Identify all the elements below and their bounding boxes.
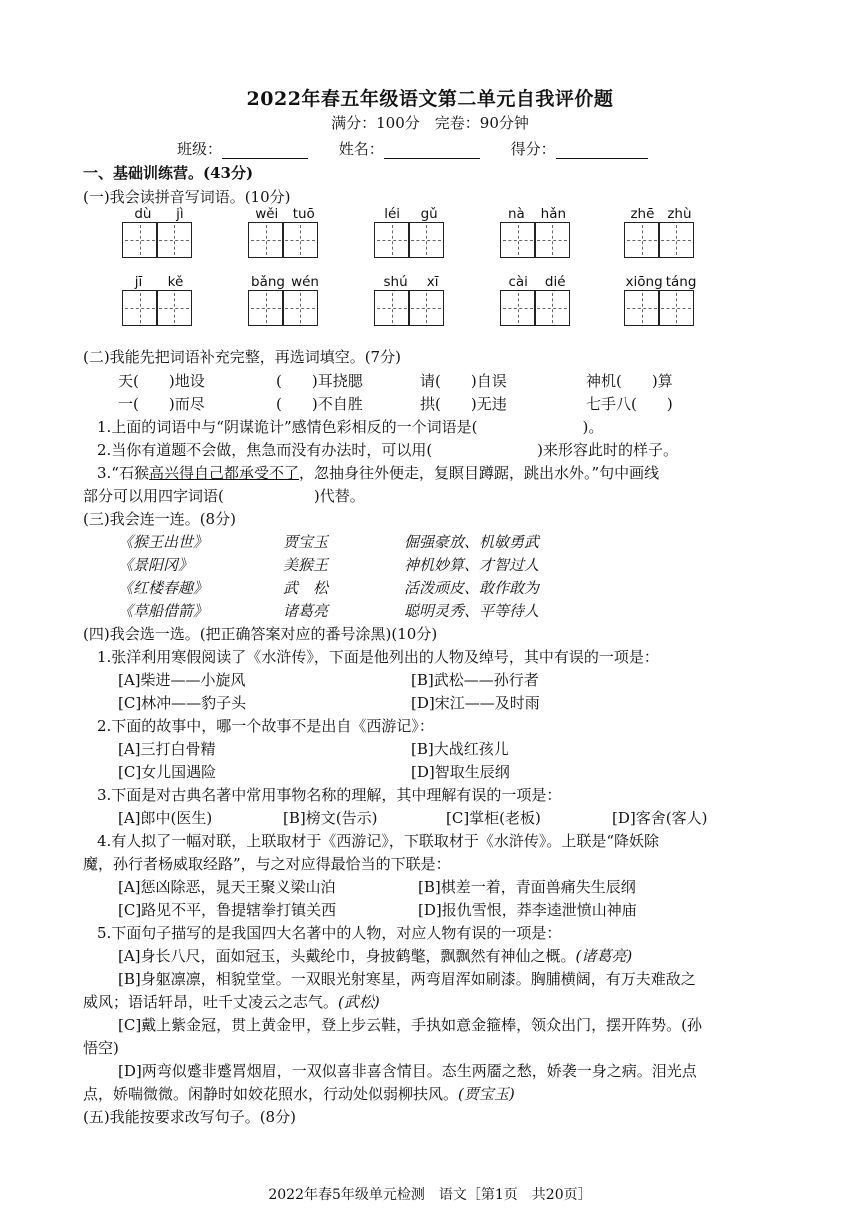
- match-title-2: 《景阳冈》: [118, 556, 194, 574]
- q4-item-1-c[interactable]: [C]林冲——豹子头: [118, 694, 247, 712]
- q2-sentence-3-cont: 部分可以用四字词语( )代替。: [83, 487, 365, 505]
- writing-box[interactable]: [658, 290, 694, 326]
- pinyin-label: wěi tuō: [255, 206, 315, 222]
- q4-item-5-c-cont: 悟空): [83, 1039, 119, 1057]
- section-1-heading: 一、基础训练营。(43分): [83, 164, 254, 182]
- q4-item-3-d[interactable]: [D]客舍(客人): [612, 809, 708, 827]
- writing-box[interactable]: [122, 290, 158, 326]
- q4-item-4-c[interactable]: [C]路见不平，鲁提辖拳打镇关西: [118, 901, 337, 919]
- q4-item-5-b-cont: 威风；语话轩昂，吐千丈凌云之志气。(武松): [83, 993, 380, 1011]
- student-info: [177, 138, 648, 159]
- match-title-1: 《猴王出世》: [118, 533, 209, 551]
- row1-group-2: [248, 206, 322, 258]
- q4-item-5-a[interactable]: [A]身长八尺，面如冠玉，头戴纶巾，身披鹤氅，飘飘然有神仙之概。(诸葛亮): [118, 947, 633, 965]
- pinyin-label: nà hǎn: [507, 206, 567, 222]
- q1-heading: (一)我会读拼音写词语。(10分): [83, 188, 291, 206]
- page-footer: 2022年春5年级单元检测 语文［第1页 共20页］: [268, 1187, 592, 1203]
- underlined-phrase: 高兴得自己都承受不了: [148, 464, 299, 482]
- pinyin-label: bǎng wén: [251, 274, 319, 290]
- pinyin-label: shú xī: [383, 274, 439, 290]
- q2-heading: (二)我能先把词语补充完整，再选词填空。(7分): [83, 348, 401, 366]
- writing-box[interactable]: [374, 222, 410, 258]
- score-blank[interactable]: [556, 142, 648, 159]
- writing-box[interactable]: [408, 222, 444, 258]
- q4-item-3-c[interactable]: [C]掌柜(老板): [446, 809, 541, 827]
- q4-item-3-b[interactable]: [B]榜文(告示): [283, 809, 378, 827]
- pinyin-label: léi gǔ: [384, 206, 438, 222]
- q4-item-2-b[interactable]: [B]大战红孩儿: [411, 740, 509, 758]
- match-char-4: 诸葛亮: [283, 602, 329, 620]
- name-label: 姓名：: [338, 140, 384, 158]
- q4-item-4-d[interactable]: [D]报仇雪恨，莽李逵泄愤山神庙: [418, 901, 637, 919]
- match-char-2: 美猴王: [283, 556, 329, 574]
- exam-subtitle: 满分：100分 完卷：90分钟: [331, 114, 529, 132]
- q2-sentence-1: 1.上面的词语中与“阴谋诡计”感情色彩相反的一个词语是( )。: [97, 418, 604, 436]
- q4-item-2-d[interactable]: [D]智取生辰纲: [411, 763, 510, 781]
- match-title-4: 《草船借箭》: [118, 602, 209, 620]
- row1-group-3: [374, 206, 448, 258]
- match-trait-1: 倔强豪放、机敏勇武: [404, 533, 540, 551]
- writing-box[interactable]: [624, 222, 660, 258]
- idiom-6: ( )不自胜: [276, 395, 363, 413]
- q4-item-5-stem: 5.下面句子描写的是我国四大名著中的人物，对应人物有误的一项是：: [97, 924, 562, 942]
- row2-group-3: [374, 274, 448, 326]
- writing-box[interactable]: [534, 222, 570, 258]
- q4-item-4-a[interactable]: [A]惩凶除恶，晁天王聚义梁山泊: [118, 878, 336, 896]
- q4-item-2-c[interactable]: [C]女儿国遇险: [118, 763, 217, 781]
- class-label: 班级：: [177, 140, 223, 158]
- writing-box[interactable]: [500, 222, 536, 258]
- q4-item-4-b[interactable]: [B]棋差一着，青面兽痛失生辰纲: [418, 878, 636, 896]
- row1-group-1: [122, 206, 196, 258]
- q5-heading: (五)我能按要求改写句子。(8分): [83, 1108, 296, 1126]
- q2-sentence-3: 3.“石猴高兴得自己都承受不了，忽抽身往外便走，复瞑目蹲踞，跳出水外。”句中画线: [97, 464, 660, 482]
- q3-heading: (三)我会连一连。(8分): [83, 510, 236, 528]
- row1-group-5: [624, 206, 698, 258]
- idiom-3: 请( )自误: [420, 372, 507, 390]
- q4-item-4-stem: 4.有人拟了一幅对联，上联取材于《西游记》，下联取材于《水浒传》。上联是“降妖除: [97, 832, 659, 850]
- idiom-1: 天( )地设: [118, 372, 205, 390]
- writing-box[interactable]: [408, 290, 444, 326]
- pinyin-label: zhē zhù: [630, 206, 692, 222]
- row2-group-4: [500, 274, 574, 326]
- pinyin-label: dù jì: [134, 206, 184, 222]
- score-label: 得分：: [510, 140, 556, 158]
- writing-box[interactable]: [500, 290, 536, 326]
- q4-item-1-b[interactable]: [B]武松——孙行者: [411, 671, 539, 689]
- writing-box[interactable]: [534, 290, 570, 326]
- writing-box[interactable]: [658, 222, 694, 258]
- pinyin-label: jī kě: [134, 274, 184, 290]
- row2-group-2: [248, 274, 322, 326]
- writing-box[interactable]: [122, 222, 158, 258]
- writing-box[interactable]: [156, 290, 192, 326]
- q4-item-3-stem: 3.下面是对古典名著中常用事物名称的理解，其中理解有误的一项是：: [97, 786, 562, 804]
- writing-box[interactable]: [374, 290, 410, 326]
- writing-box[interactable]: [248, 290, 284, 326]
- name-blank[interactable]: [384, 142, 480, 159]
- row1-group-4: [500, 206, 574, 258]
- q4-item-2-a[interactable]: [A]三打白骨精: [118, 740, 216, 758]
- idiom-4: 神机( )算: [586, 372, 673, 390]
- writing-box[interactable]: [248, 222, 284, 258]
- row2-group-1: [122, 274, 196, 326]
- writing-box[interactable]: [624, 290, 660, 326]
- page-title: 2022年春五年级语文第二单元自我评价题: [246, 88, 614, 110]
- match-trait-3: 活泼顽皮、敢作敢为: [404, 579, 540, 597]
- q4-item-5-d[interactable]: [D]两弯似蹙非蹙罥烟眉，一双似喜非喜含情目。态生两靥之愁，娇袭一身之病。泪光点: [118, 1062, 697, 1080]
- q4-item-5-d-cont: 点，娇喘微微。闲静时如姣花照水，行动处似弱柳扶风。(贾宝玉): [83, 1085, 515, 1103]
- q4-item-1-d[interactable]: [D]宋江——及时雨: [411, 694, 540, 712]
- q4-item-4-stem-cont: 魔，孙行者杨威取经路”，与之对应得最恰当的下联是：: [83, 855, 451, 873]
- match-title-3: 《红楼春趣》: [118, 579, 209, 597]
- q2-sentence-2: 2.当你有道题不会做，焦急而没有办法时，可以用( )来形容此时的样子。: [97, 441, 679, 459]
- match-char-3: 武 松: [283, 579, 329, 597]
- writing-box[interactable]: [282, 290, 318, 326]
- idiom-5: 一( )而尽: [118, 395, 205, 413]
- q4-item-5-b[interactable]: [B]身躯凛凛，相貌堂堂。一双眼光射寒星，两弯眉浑如刷漆。胸脯横阔，有万夫难敌之: [118, 970, 696, 988]
- pinyin-label: cài dié: [508, 274, 566, 290]
- q4-item-3-a[interactable]: [A]郎中(医生): [118, 809, 213, 827]
- q4-item-1-stem: 1.张洋利用寒假阅读了《水浒传》，下面是他列出的人物及绰号，其中有误的一项是：: [97, 648, 659, 666]
- q4-item-2-stem: 2.下面的故事中，哪一个故事不是出自《西游记》：: [97, 717, 434, 735]
- match-trait-2: 神机妙算、才智过人: [404, 556, 540, 574]
- writing-box[interactable]: [156, 222, 192, 258]
- writing-box[interactable]: [282, 222, 318, 258]
- row2-group-5: [624, 274, 698, 326]
- pinyin-label: xiōng táng: [625, 274, 697, 290]
- match-trait-4: 聪明灵秀、平等待人: [404, 602, 540, 620]
- class-blank[interactable]: [222, 142, 308, 159]
- match-char-1: 贾宝玉: [283, 533, 329, 551]
- q4-item-5-c[interactable]: [C]戴上紫金冠，贯上黄金甲，登上步云鞋，手执如意金箍棒，领众出门，摆开阵势。(孙: [118, 1016, 703, 1034]
- idiom-8: 七手八( ): [586, 395, 673, 413]
- idiom-2: ( )耳挠腮: [276, 372, 363, 390]
- q4-heading: (四)我会选一选。(把正确答案对应的番号涂黑)(10分): [83, 625, 438, 643]
- idiom-7: 拱( )无违: [420, 395, 507, 413]
- q4-item-1-a[interactable]: [A]柴进——小旋风: [118, 671, 246, 689]
